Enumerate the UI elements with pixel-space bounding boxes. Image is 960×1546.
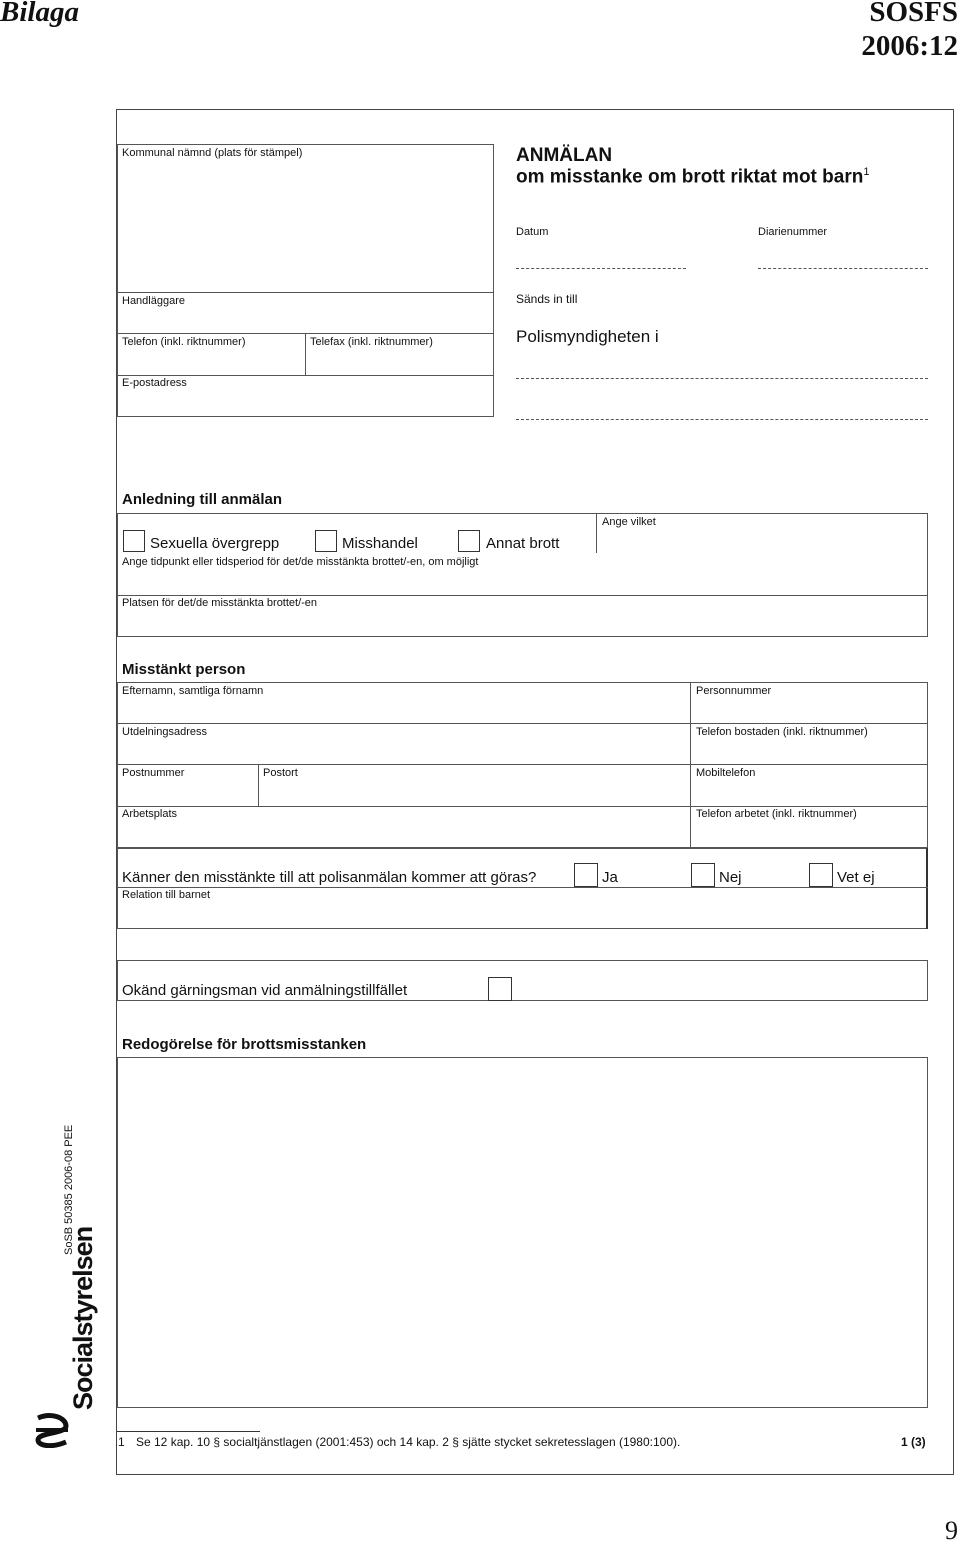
checkbox-okand[interactable] bbox=[488, 977, 512, 1001]
checkbox-nej[interactable] bbox=[691, 863, 715, 887]
checkbox-annat[interactable] bbox=[458, 530, 480, 552]
datum-label: Datum bbox=[516, 226, 549, 238]
telefon-arbetet-label: Telefon arbetet (inkl. riktnummer) bbox=[696, 808, 857, 820]
socialstyrelsen-emblem-icon bbox=[32, 1412, 72, 1448]
anledning-box bbox=[117, 513, 928, 637]
utdelningsadress-label: Utdelningsadress bbox=[122, 726, 207, 738]
relation-label: Relation till barnet bbox=[122, 889, 211, 901]
epost-label: E-postadress bbox=[122, 377, 187, 389]
page-number: 9 bbox=[945, 1516, 958, 1545]
form-subtitle bbox=[516, 166, 869, 188]
form-title: ANMÄLAN bbox=[516, 145, 613, 166]
kanner-question: Känner den misstänkte till att polisanmälan kommer att göras? bbox=[122, 869, 537, 886]
postnummer-label: Postnummer bbox=[122, 767, 185, 779]
sands-label: Sänds in till bbox=[516, 292, 578, 306]
option-misshandel: Misshandel bbox=[342, 535, 418, 552]
telefax-label: Telefax (inkl. riktnummer) bbox=[310, 336, 433, 348]
option-annat: Annat brott bbox=[486, 535, 560, 552]
misstankt-heading: Misstänkt person bbox=[122, 661, 246, 678]
polis-line-1[interactable] bbox=[516, 378, 928, 379]
handlaggare-label: Handläggare bbox=[122, 295, 185, 307]
footnote-text: Se 12 kap. 10 § socialtjänstlagen (2001:453) och 14 kap. 2 § sjätte stycket sekretesslagen (1980:100). bbox=[136, 1435, 681, 1449]
socialstyrelsen-logo bbox=[32, 1226, 98, 1448]
ange-vilket-label: Ange vilket bbox=[602, 516, 656, 528]
okand-label: Okänd gärningsman vid anmälningstillfället bbox=[122, 982, 408, 999]
header-bilaga: Bilaga bbox=[0, 0, 79, 28]
mobiltelefon-label: Mobiltelefon bbox=[696, 767, 756, 779]
datum-line[interactable] bbox=[516, 268, 686, 269]
polis-line-2[interactable] bbox=[516, 419, 928, 420]
diarienummer-label: Diarienummer bbox=[758, 226, 828, 238]
footnote-mark: 1 bbox=[863, 166, 870, 178]
checkbox-ja[interactable] bbox=[574, 863, 598, 887]
option-sexuella: Sexuella övergrepp bbox=[150, 535, 280, 552]
header-sosfs: SOSFS bbox=[869, 0, 958, 28]
page-of: 1 (3) bbox=[901, 1435, 926, 1449]
platsen-label: Platsen för det/de misstänkta brottet/-en bbox=[122, 597, 318, 609]
footnote-rule bbox=[117, 1431, 260, 1432]
telefon-label: Telefon (inkl. riktnummer) bbox=[122, 336, 246, 348]
polis-label: Polismyndigheten i bbox=[516, 327, 659, 346]
stamp-label: Kommunal nämnd (plats för stämpel) bbox=[122, 147, 303, 159]
efternamn-label: Efternamn, samtliga förnamn bbox=[122, 685, 264, 697]
option-nej: Nej bbox=[719, 869, 742, 886]
arbetsplats-label: Arbetsplats bbox=[122, 808, 178, 820]
postort-label: Postort bbox=[263, 767, 298, 779]
anledning-heading: Anledning till anmälan bbox=[122, 491, 283, 508]
diarienummer-line[interactable] bbox=[758, 268, 928, 269]
personnummer-label: Personnummer bbox=[696, 685, 772, 697]
checkbox-vet-ej[interactable] bbox=[809, 863, 833, 887]
footnote-number: 1 bbox=[118, 1435, 125, 1449]
option-ja: Ja bbox=[602, 869, 618, 886]
form-subtitle-text: om misstanke om brott riktat mot barn bbox=[516, 166, 864, 188]
kanner-box bbox=[117, 848, 928, 929]
checkbox-misshandel[interactable] bbox=[315, 530, 337, 552]
telefon-bostaden-label: Telefon bostaden (inkl. riktnummer) bbox=[696, 726, 868, 738]
socialstyrelsen-logo-text: Socialstyrelsen bbox=[68, 1226, 98, 1410]
redogorelse-heading: Redogörelse för brottsmisstanken bbox=[122, 1036, 367, 1053]
misstankt-box bbox=[117, 682, 928, 848]
option-vet-ej: Vet ej bbox=[837, 869, 875, 886]
header-sosfs-number: 2006:12 bbox=[861, 30, 958, 62]
checkbox-sexuella[interactable] bbox=[123, 530, 145, 552]
form-code: SoSB 50385 2006-08 PEE bbox=[63, 1124, 75, 1255]
tidpunkt-label: Ange tidpunkt eller tidsperiod för det/de misstänkta brottet/-en, om möjligt bbox=[122, 556, 479, 568]
redogorelse-textarea[interactable] bbox=[117, 1057, 928, 1408]
